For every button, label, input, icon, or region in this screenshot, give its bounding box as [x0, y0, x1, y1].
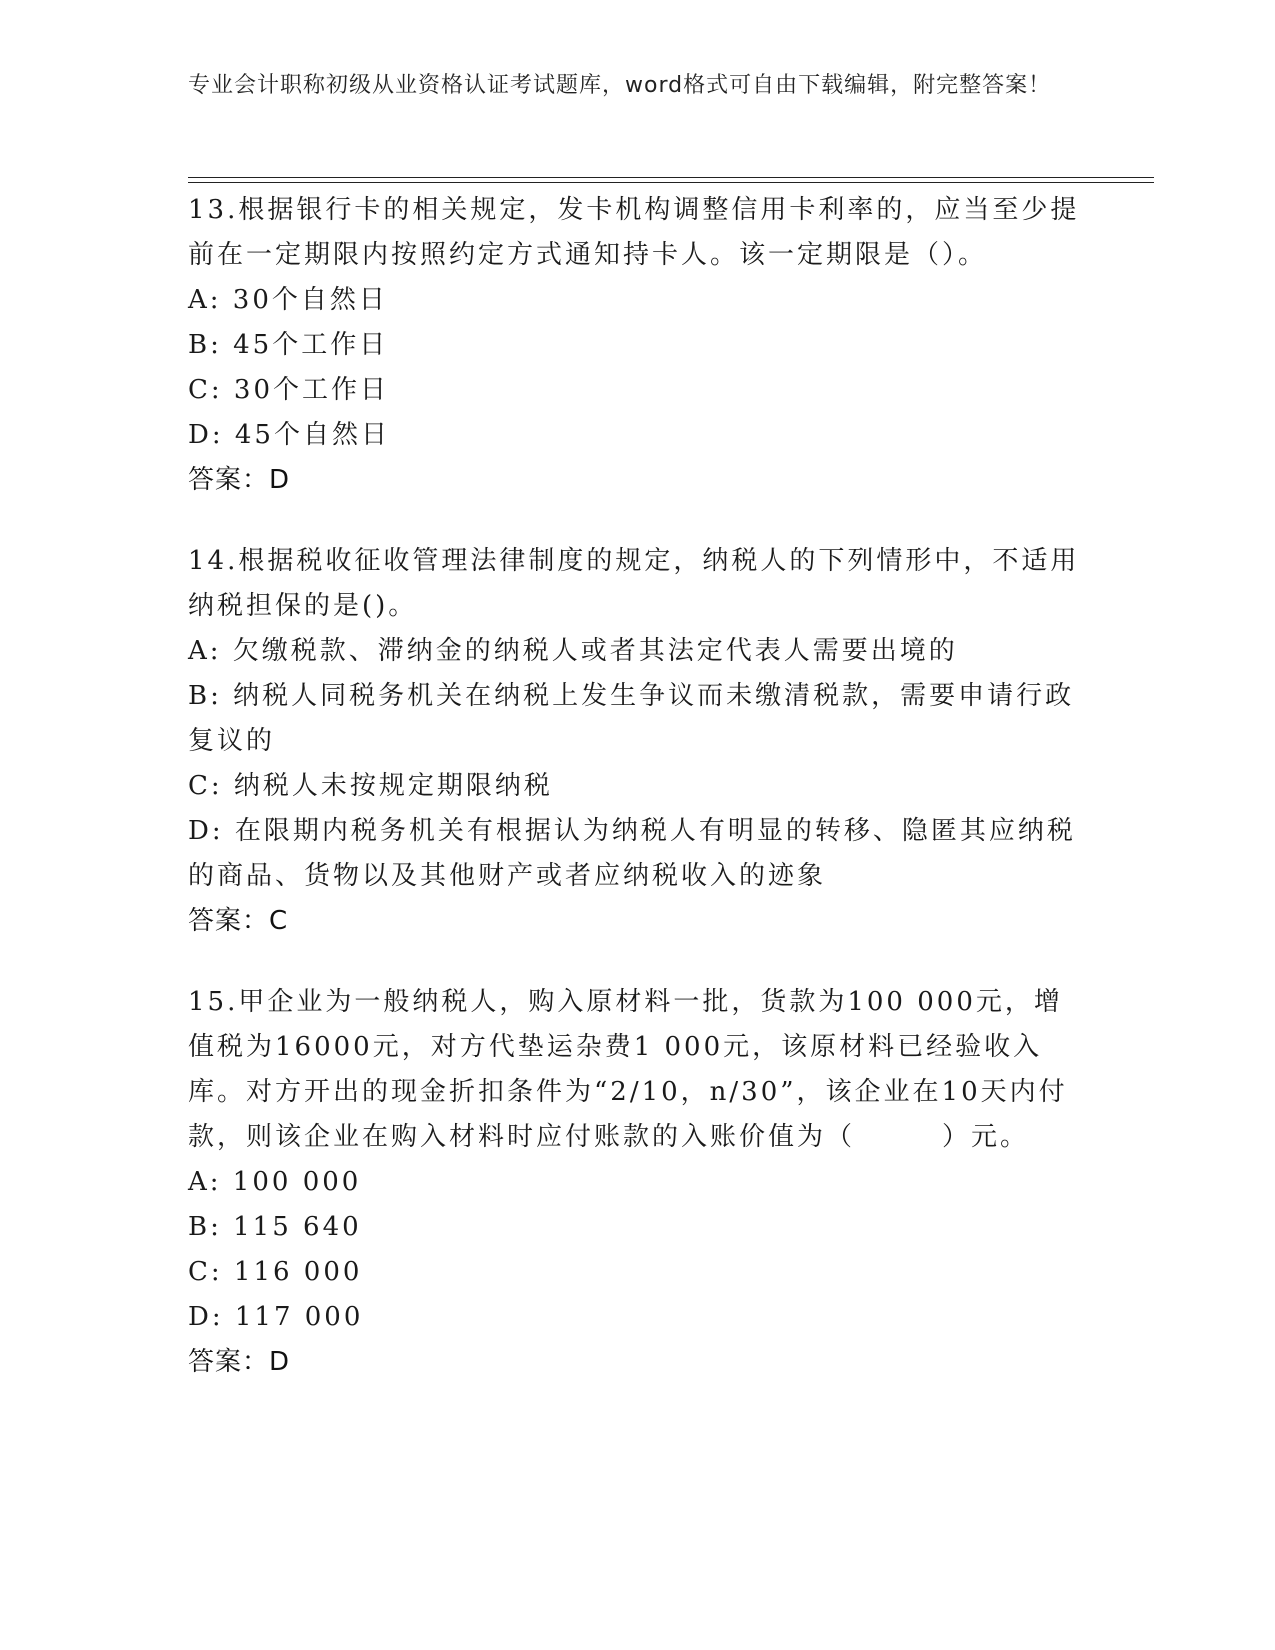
- answer: 答案：D: [188, 1347, 291, 1377]
- document-header: [188, 70, 1078, 102]
- question-14: [188, 539, 1088, 944]
- question-list: [188, 188, 1088, 1421]
- option-c: C: 纳税人未按规定期限纳税: [188, 771, 553, 801]
- option-b: B: 纳税人同税务机关在纳税上发生争议而未缴清税款，需要申请行政复议的: [188, 681, 1075, 756]
- option-d: D: 在限期内税务机关有根据认为纳税人有明显的转移、隐匿其应纳税的商品、货物以及其他财产或者应纳税收入的迹象: [188, 816, 1076, 891]
- question-15: [188, 980, 1088, 1385]
- header-rule-top: [188, 177, 1154, 178]
- option-a: A: 30个自然日: [188, 285, 388, 315]
- header-text: 专业会计职称初级从业资格认证考试题库，word格式可自由下载编辑，附完整答案！: [188, 73, 1052, 98]
- question-13: [188, 188, 1088, 503]
- option-d: D: 117 000: [188, 1302, 364, 1332]
- option-c: C: 30个工作日: [188, 375, 390, 405]
- option-a: A: 欠缴税款、滞纳金的纳税人或者其法定代表人需要出境的: [188, 636, 958, 666]
- question-stem: 14.根据税收征收管理法律制度的规定，纳税人的下列情形中，不适用纳税担保的是()。: [188, 546, 1080, 621]
- question-stem: 15.甲企业为一般纳税人，购入原材料一批，货款为100 000元，增值税为16000元，对方代垫运杂费1 000元，该原材料已经验收入库。对方开出的现金折扣条件为“2/10，n/30”，该企业在10天内付款，则该企业在购入材料时应付账款的入账价值为（ ）元。: [188, 987, 1068, 1152]
- question-stem: 13.根据银行卡的相关规定，发卡机构调整信用卡利率的，应当至少提前在一定期限内按照约定方式通知持卡人。该一定期限是（）。: [188, 195, 1080, 270]
- option-c: C: 116 000: [188, 1257, 363, 1287]
- option-b: B: 45个工作日: [188, 330, 389, 360]
- option-a: A: 100 000: [188, 1167, 362, 1197]
- answer: 答案：C: [188, 906, 289, 936]
- option-d: D: 45个自然日: [188, 420, 390, 450]
- option-b: B: 115 640: [188, 1212, 362, 1242]
- answer: 答案：D: [188, 465, 291, 495]
- header-rule-bottom: [188, 182, 1154, 183]
